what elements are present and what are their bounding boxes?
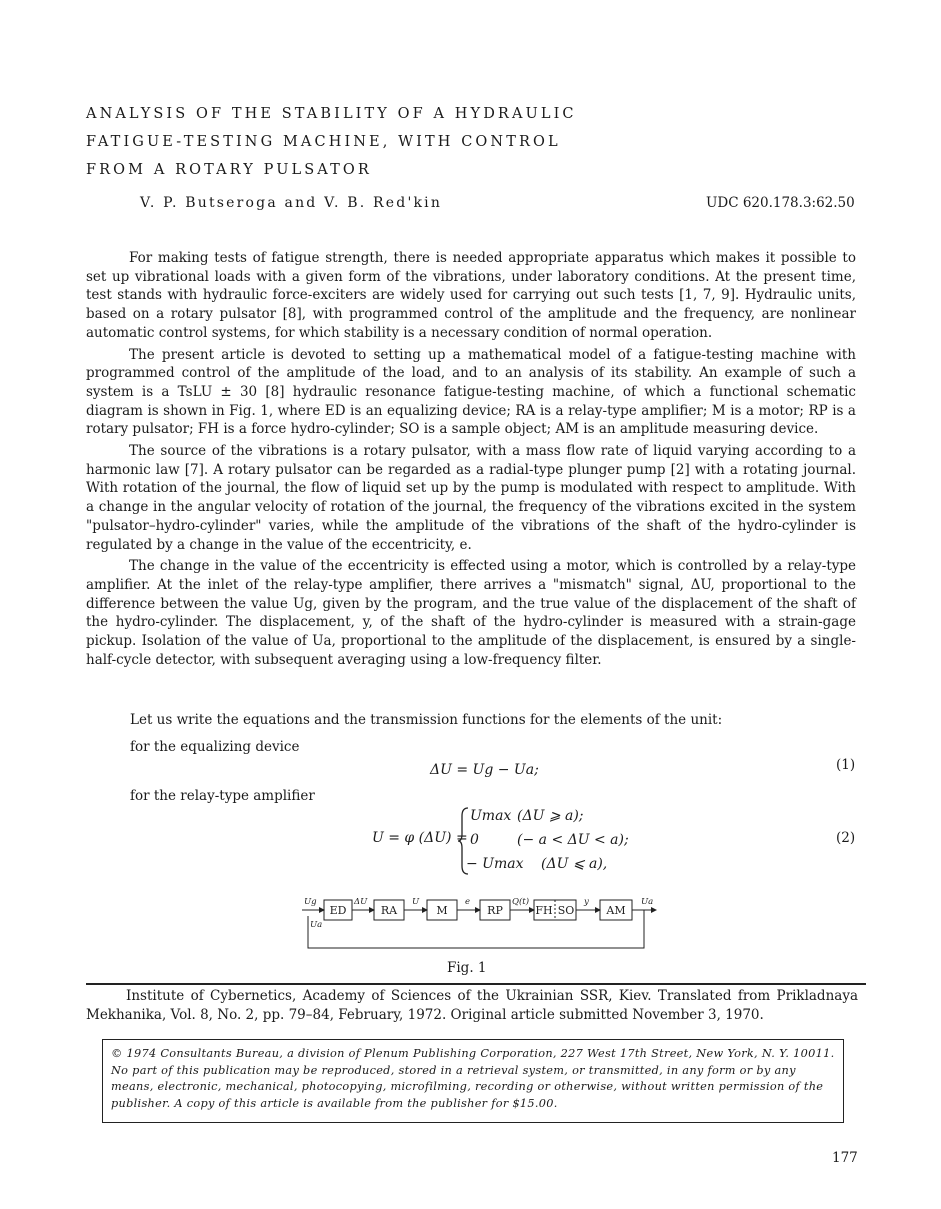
- equation-2-case-condition: (− a < ΔU < a);: [517, 832, 629, 848]
- title-line: FROM A ROTARY PULSATOR: [86, 162, 372, 178]
- footnote: [86, 987, 858, 1025]
- label-m: M: [436, 904, 448, 917]
- signal-e: e: [465, 897, 471, 907]
- udc-code: UDC 620.178.3:62.50: [706, 195, 855, 211]
- block-diagram: [300, 892, 660, 954]
- paragraph: For making tests of fatigue strength, there is needed appropriate apparatus which makes it possible to set up vibrational loads with a given form of the vibrations, under laboratory conditions. At the present time, test stands with hydraulic force-exciters are widely used for carrying out such tests [1, 7, 9]. Hydraulic units, based on a rotary pulsator [8], with programmed control of the amplitude and the frequency, are nonlinear automatic control systems, for which stability is a necessary condition of normal operation.: [86, 250, 856, 341]
- label-am: AM: [606, 904, 626, 917]
- signal-ug: Ug: [304, 897, 317, 907]
- copyright-box: [102, 1039, 844, 1123]
- label-rp: RP: [487, 904, 503, 917]
- signal-delta-u: ΔU: [354, 897, 368, 907]
- label-so: SO: [557, 904, 575, 917]
- equation-2-case-value: 0: [470, 832, 479, 848]
- paper-title: [86, 100, 577, 184]
- label-ed: ED: [329, 904, 347, 917]
- signal-u: U: [412, 897, 420, 907]
- paragraph: The present article is devoted to setting up a mathematical model of a fatigue-testing machine with programmed control of the amplitude of the load, and to an analysis of its stability. An example of such a system is a TsLU ± 30 [8] hydraulic resonance fatigue-testing machine, of which a functional schematic diagram is shown in Fig. 1, where ED is an equalizing device; RA is a relay-type amplifier; M is a motor; RP is a rotary pulsator; FH is a force hydro-cylinder; SO is a sample object; AM is an amplitude measuring device.: [86, 346, 856, 438]
- equation-1: ΔU = Ug − Ua;: [430, 762, 539, 778]
- equation-2-case-value: − Umax: [466, 856, 524, 872]
- footnote-rule: [86, 983, 866, 985]
- paragraph: The source of the vibrations is a rotary pulsator, with a mass flow rate of liquid varying according to a harmonic law [7]. A rotary pulsator can be regarded as a radial-type plunger pump [2] with a rotating journal. With rotation of the journal, the flow of liquid set up by the pump is modulated with respect to amplitude. With a change in the angular velocity of rotation of the journal, the frequency of the vibrations excited in the system "pulsator–hydro-cylinder" varies, while the amplitude of the vibrations of the shaft of the hydro-cylinder is regulated by a change in the value of the eccentricity, e.: [86, 443, 856, 553]
- signal-q: Q(t): [512, 897, 530, 907]
- paragraph: The change in the value of the eccentricity is effected using a motor, which is controlled by a relay-type amplifier. At the inlet of the relay-type amplifier, there arrives a "mismatch" signal, ΔU, proportional to the difference between the value Ug, given by the program, and the true value of the displacement of the shaft of the hydro-cylinder. The displacement, y, of the shaft of the hydro-cylinder is measured with a strain-gage pickup. Isolation of the value of Ua, proportional to the amplitude of the displacement, is ensured by a single-half-cycle detector, with subsequent averaging using a low-frequency filter.: [86, 558, 856, 668]
- label-fh: FH: [535, 904, 553, 917]
- feedback-ua: Ua: [310, 920, 323, 930]
- authors: V. P. Butseroga and V. B. Red'kin: [140, 195, 443, 211]
- equation-2-case-condition: (ΔU ⩽ a),: [541, 856, 608, 872]
- body-text: [86, 249, 856, 669]
- signal-ua: Ua: [641, 897, 654, 907]
- equation-2-case-value: Umax: [470, 808, 512, 824]
- label-ra: RA: [380, 904, 398, 917]
- figure-caption: Fig. 1: [447, 960, 487, 976]
- equation-1-number: (1): [836, 757, 856, 773]
- footnote-text: Institute of Cybernetics, Academy of Sciences of the Ukrainian SSR, Kiev. Translated from Prikladnaya Mekhanika, Vol. 8, No. 2, pp. 79–84, February, 1972. Original article submitted November 3, 1970.: [86, 988, 858, 1023]
- eq1-label: for the equalizing device: [130, 739, 300, 755]
- copyright-text: © 1974 Consultants Bureau, a division of Plenum Publishing Corporation, 227 West 17th Street, New York, N. Y. 10011. No part of this publication may be reproduced, stored in a retrieval system, or transmitted, in any form or by any means, electronic, mechanical, photocopying, microfilming, recording or otherwise, without written permission of the publisher. A copy of this article is available from the publisher for $15.00.: [111, 1047, 835, 1110]
- equation-2-number: (2): [836, 830, 856, 846]
- page-number: 177: [832, 1150, 858, 1166]
- lead-in-text: Let us write the equations and the transmission functions for the elements of the unit:: [130, 712, 723, 728]
- title-line: FATIGUE-TESTING MACHINE, WITH CONTROL: [86, 134, 561, 150]
- eq2-label: for the relay-type amplifier: [130, 788, 315, 804]
- signal-y: y: [584, 897, 589, 907]
- equation-2-case-condition: (ΔU ⩾ a);: [517, 808, 584, 824]
- equation-2-lhs: U = φ (ΔU) =: [372, 830, 468, 846]
- title-line: ANALYSIS OF THE STABILITY OF A HYDRAULIC: [86, 106, 577, 122]
